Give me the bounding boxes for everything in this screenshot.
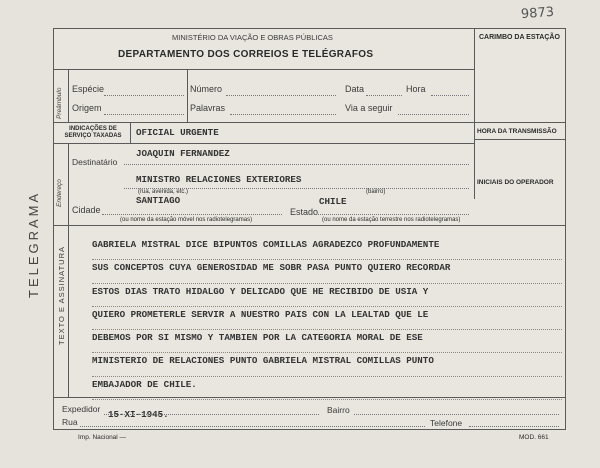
especie-label: Espécie xyxy=(72,84,105,94)
recipient-name: JOAQUIN FERNANDEZ xyxy=(136,148,230,159)
hora-label: Hora xyxy=(406,84,426,94)
message-line: GABRIELA MISTRAL DICE BIPUNTOS COMILLAS AGRADEZCO PROFUNDAMENTE xyxy=(92,237,562,260)
data-line xyxy=(366,95,402,96)
ministry-title: MINISTÉRIO DA VIAÇÃO E OBRAS PÚBLICAS xyxy=(172,33,333,42)
via-line xyxy=(398,114,469,115)
state-line xyxy=(316,214,469,215)
city-line xyxy=(102,214,282,215)
city-value: SANTIAGO xyxy=(136,195,181,206)
state-hint: (ou nome da estação terrestre nos radiotelegramas) xyxy=(322,217,461,223)
telegram-side-title: TELEGRAMA xyxy=(26,190,41,298)
operator-initials-label: INICIAIS DO OPERADOR xyxy=(477,179,554,186)
neighborhood-hint: (bairro) xyxy=(366,189,386,195)
message-line: SUS CONCEPTOS CUYA GENEROSIDAD ME SOBR PASA PUNTO QUIERO RECORDAR xyxy=(92,260,562,283)
archive-number: 9873 xyxy=(520,4,555,23)
origem-line xyxy=(104,114,184,115)
endereco-section-label: Endereço xyxy=(56,179,63,207)
address-label-divider xyxy=(68,143,69,225)
state-value: CHILE xyxy=(319,196,347,207)
service-label-divider xyxy=(130,122,131,143)
message-line: DEBEMOS POR SI MISMO Y TAMBIEN POR LA CATEGORIA MORAL DE ESE xyxy=(92,330,562,353)
recipient-line-1 xyxy=(124,164,469,165)
service-indications-label: INDICAÇÕES DE SERVIÇO TAXADAS xyxy=(64,126,122,139)
numero-label: Número xyxy=(190,84,223,94)
telegram-form xyxy=(53,28,566,430)
message-top-rule xyxy=(54,225,565,226)
phone-line xyxy=(469,426,559,427)
service-indications-value: OFICIAL URGENTE xyxy=(136,127,219,138)
street-hint: (rua, avenida, etc.) xyxy=(138,189,189,195)
city-hint: (ou nome da estação móvel nos radiotelegramas) xyxy=(120,217,253,223)
service-rule xyxy=(54,143,474,144)
phone-label: Telefone xyxy=(430,418,463,428)
transmission-rule xyxy=(474,139,565,140)
sender-line xyxy=(104,414,319,415)
origem-label: Origem xyxy=(72,103,102,113)
right-column-divider xyxy=(474,29,475,199)
palavras-line xyxy=(230,114,336,115)
neighborhood-label: Bairro xyxy=(327,405,350,415)
neighborhood-line xyxy=(354,414,559,415)
street-label: Rua xyxy=(62,417,78,427)
printer-imprint: Imp. Nacional — xyxy=(78,434,127,441)
recipient-label: Destinatário xyxy=(72,157,118,167)
stamp-box-label: CARIMBO DA ESTAÇÃO xyxy=(479,34,560,41)
sender-label: Expedidor xyxy=(62,404,101,414)
message-body xyxy=(92,237,562,400)
preamble-section-label: Preâmbulo xyxy=(56,87,63,119)
numero-line xyxy=(226,95,336,96)
transmission-time-label: HORA DA TRANSMISSÃO xyxy=(477,128,557,135)
state-label: Estado xyxy=(290,207,319,217)
recipient-title: MINISTRO RELACIONES EXTERIORES xyxy=(136,174,302,185)
preamble-top-rule xyxy=(54,69,474,70)
message-line: MINISTERIO DE RELACIONES PUNTO GABRIELA MISTRAL COMILLAS PUNTO xyxy=(92,353,562,376)
city-label: Cidade xyxy=(72,205,101,215)
especie-line xyxy=(104,95,184,96)
sent-date: 15-XI-1945. xyxy=(108,409,169,420)
street-line xyxy=(80,426,425,427)
preamble-label-divider xyxy=(68,69,69,122)
preamble-column-divider xyxy=(187,70,188,122)
data-label: Data xyxy=(345,84,365,94)
footer-top-rule xyxy=(54,397,565,398)
message-label-divider xyxy=(68,225,69,397)
message-line: ESTOS DIAS TRATO HIDALGO Y DELICADO QUE HE RECIBIDO DE USIA Y xyxy=(92,284,562,307)
department-title: DEPARTAMENTO DOS CORREIOS E TELÉGRAFOS xyxy=(118,49,374,60)
message-line: QUIERO PROMETERLE SERVIR A NUESTRO PAIS CON LA LEALTAD QUE LE xyxy=(92,307,562,330)
hora-line xyxy=(431,95,469,96)
text-signature-section-label: TEXTO E ASSINATURA xyxy=(57,246,66,345)
form-model-number: MOD. 661 xyxy=(519,434,549,441)
message-line: EMBAJADOR DE CHILE. xyxy=(92,377,562,400)
palavras-label: Palavras xyxy=(190,103,226,113)
via-label: Via a seguir xyxy=(345,103,393,113)
